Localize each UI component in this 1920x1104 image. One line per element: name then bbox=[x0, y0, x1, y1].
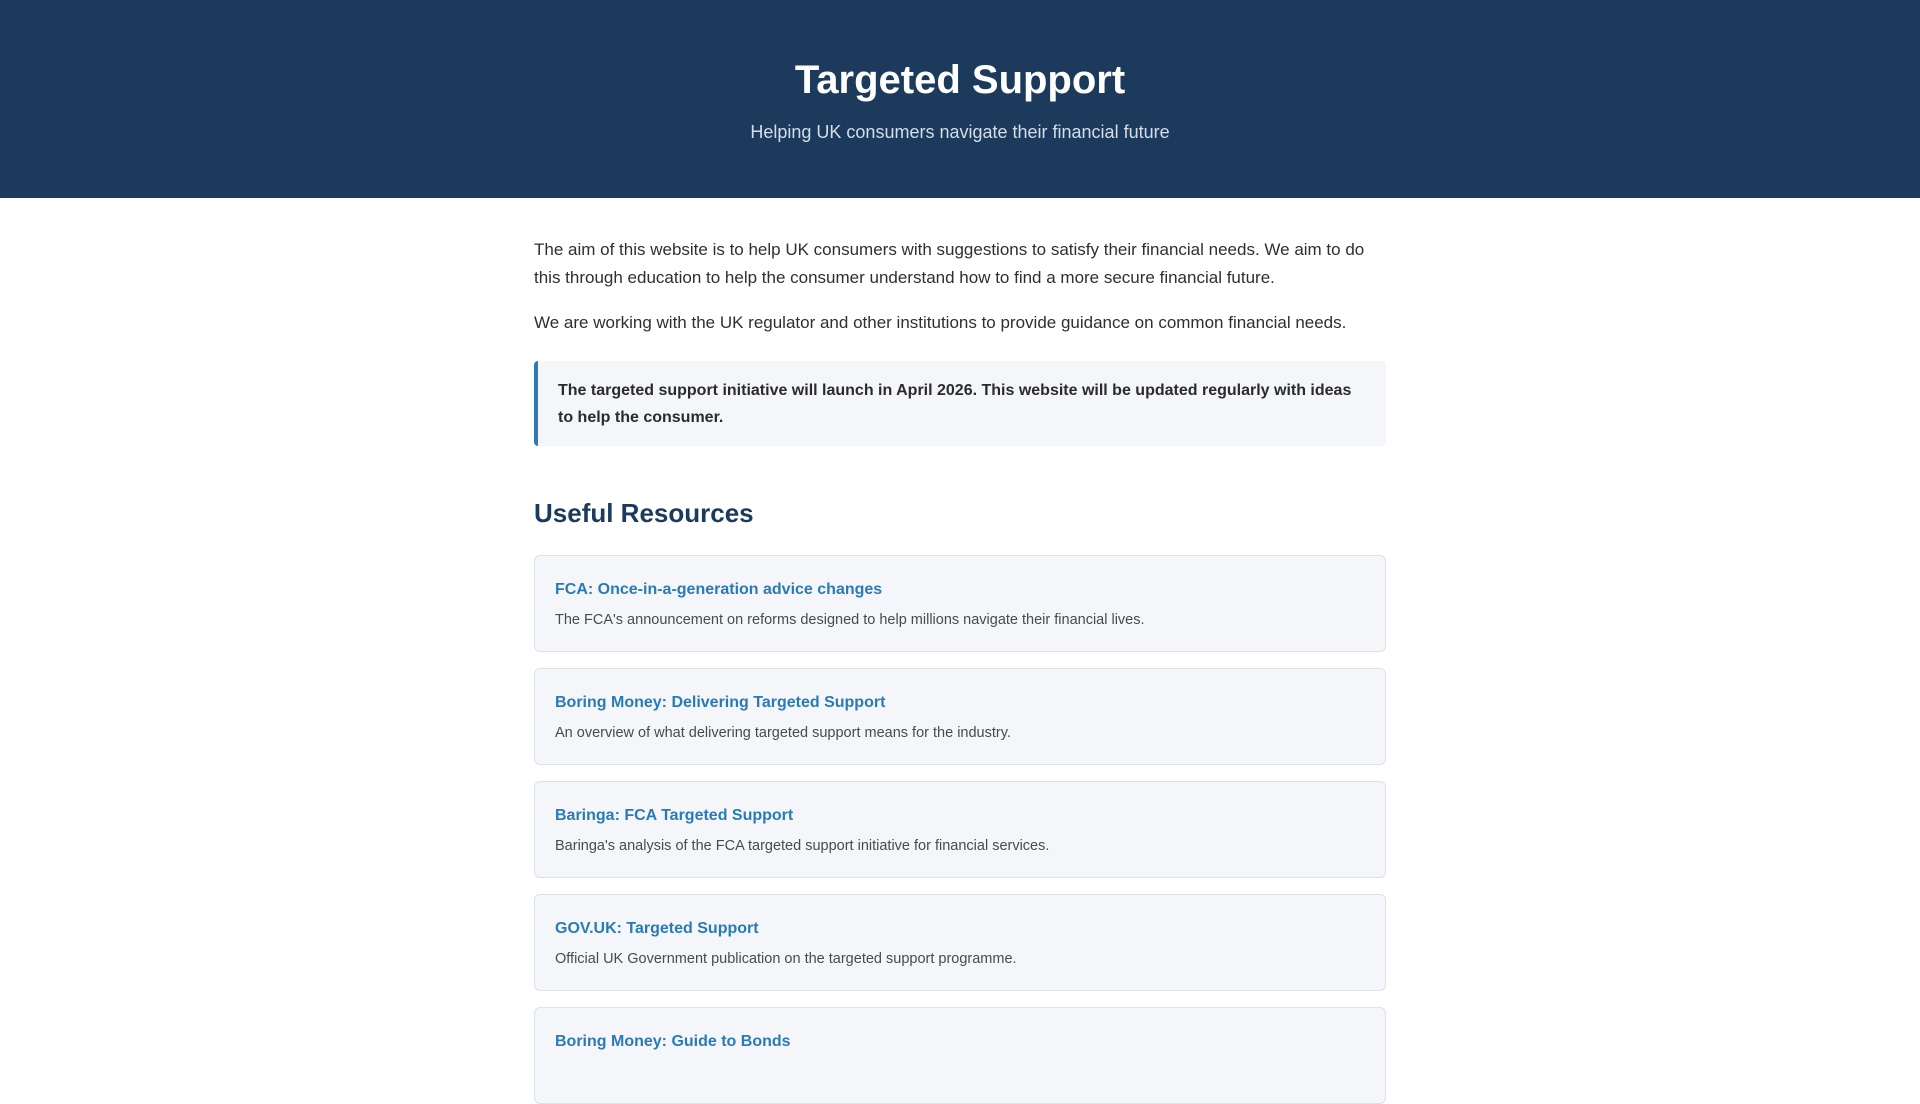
resource-description: The FCA's announcement on reforms designed to help millions navigate their financial lives. bbox=[555, 612, 1145, 628]
resources-heading: Useful Resources bbox=[534, 498, 754, 528]
page-title: Targeted Support bbox=[794, 58, 1126, 102]
resource-card bbox=[534, 555, 1386, 652]
intro-paragraph: We are working with the UK regulator and other institutions to provide guidance on common financial needs. bbox=[534, 313, 1347, 332]
resource-description: Baringa's analysis of the FCA targeted support initiative for financial services. bbox=[555, 838, 1050, 854]
resource-link[interactable]: GOV.UK: Targeted Support bbox=[555, 920, 759, 937]
resource-card bbox=[534, 668, 1386, 765]
page-subtitle: Helping UK consumers navigate their financial future bbox=[750, 122, 1170, 142]
intro-paragraph: The aim of this website is to help UK consumers with suggestions to satisfy their financial needs. We aim to do this through education to help the consumer understand how to find a more secure financial future. bbox=[534, 240, 1365, 287]
resource-link[interactable]: Boring Money: Delivering Targeted Support bbox=[555, 694, 886, 711]
resource-description: Official UK Government publication on the targeted support programme. bbox=[555, 951, 1017, 967]
resource-description: An overview of what delivering targeted support means for the industry. bbox=[555, 725, 1011, 741]
main-content bbox=[534, 198, 1386, 1104]
resource-link[interactable]: FCA: Once-in-a-generation advice changes bbox=[555, 581, 883, 598]
resource-card bbox=[534, 1007, 1386, 1104]
page-header bbox=[0, 0, 1920, 198]
resource-link[interactable]: Baringa: FCA Targeted Support bbox=[555, 807, 794, 824]
resource-link[interactable]: Boring Money: Guide to Bonds bbox=[555, 1033, 791, 1050]
resource-card bbox=[534, 781, 1386, 878]
launch-callout: The targeted support initiative will launch in April 2026. This website will be updated regularly with ideas to help the consumer. bbox=[534, 361, 1386, 446]
resource-card bbox=[534, 894, 1386, 991]
